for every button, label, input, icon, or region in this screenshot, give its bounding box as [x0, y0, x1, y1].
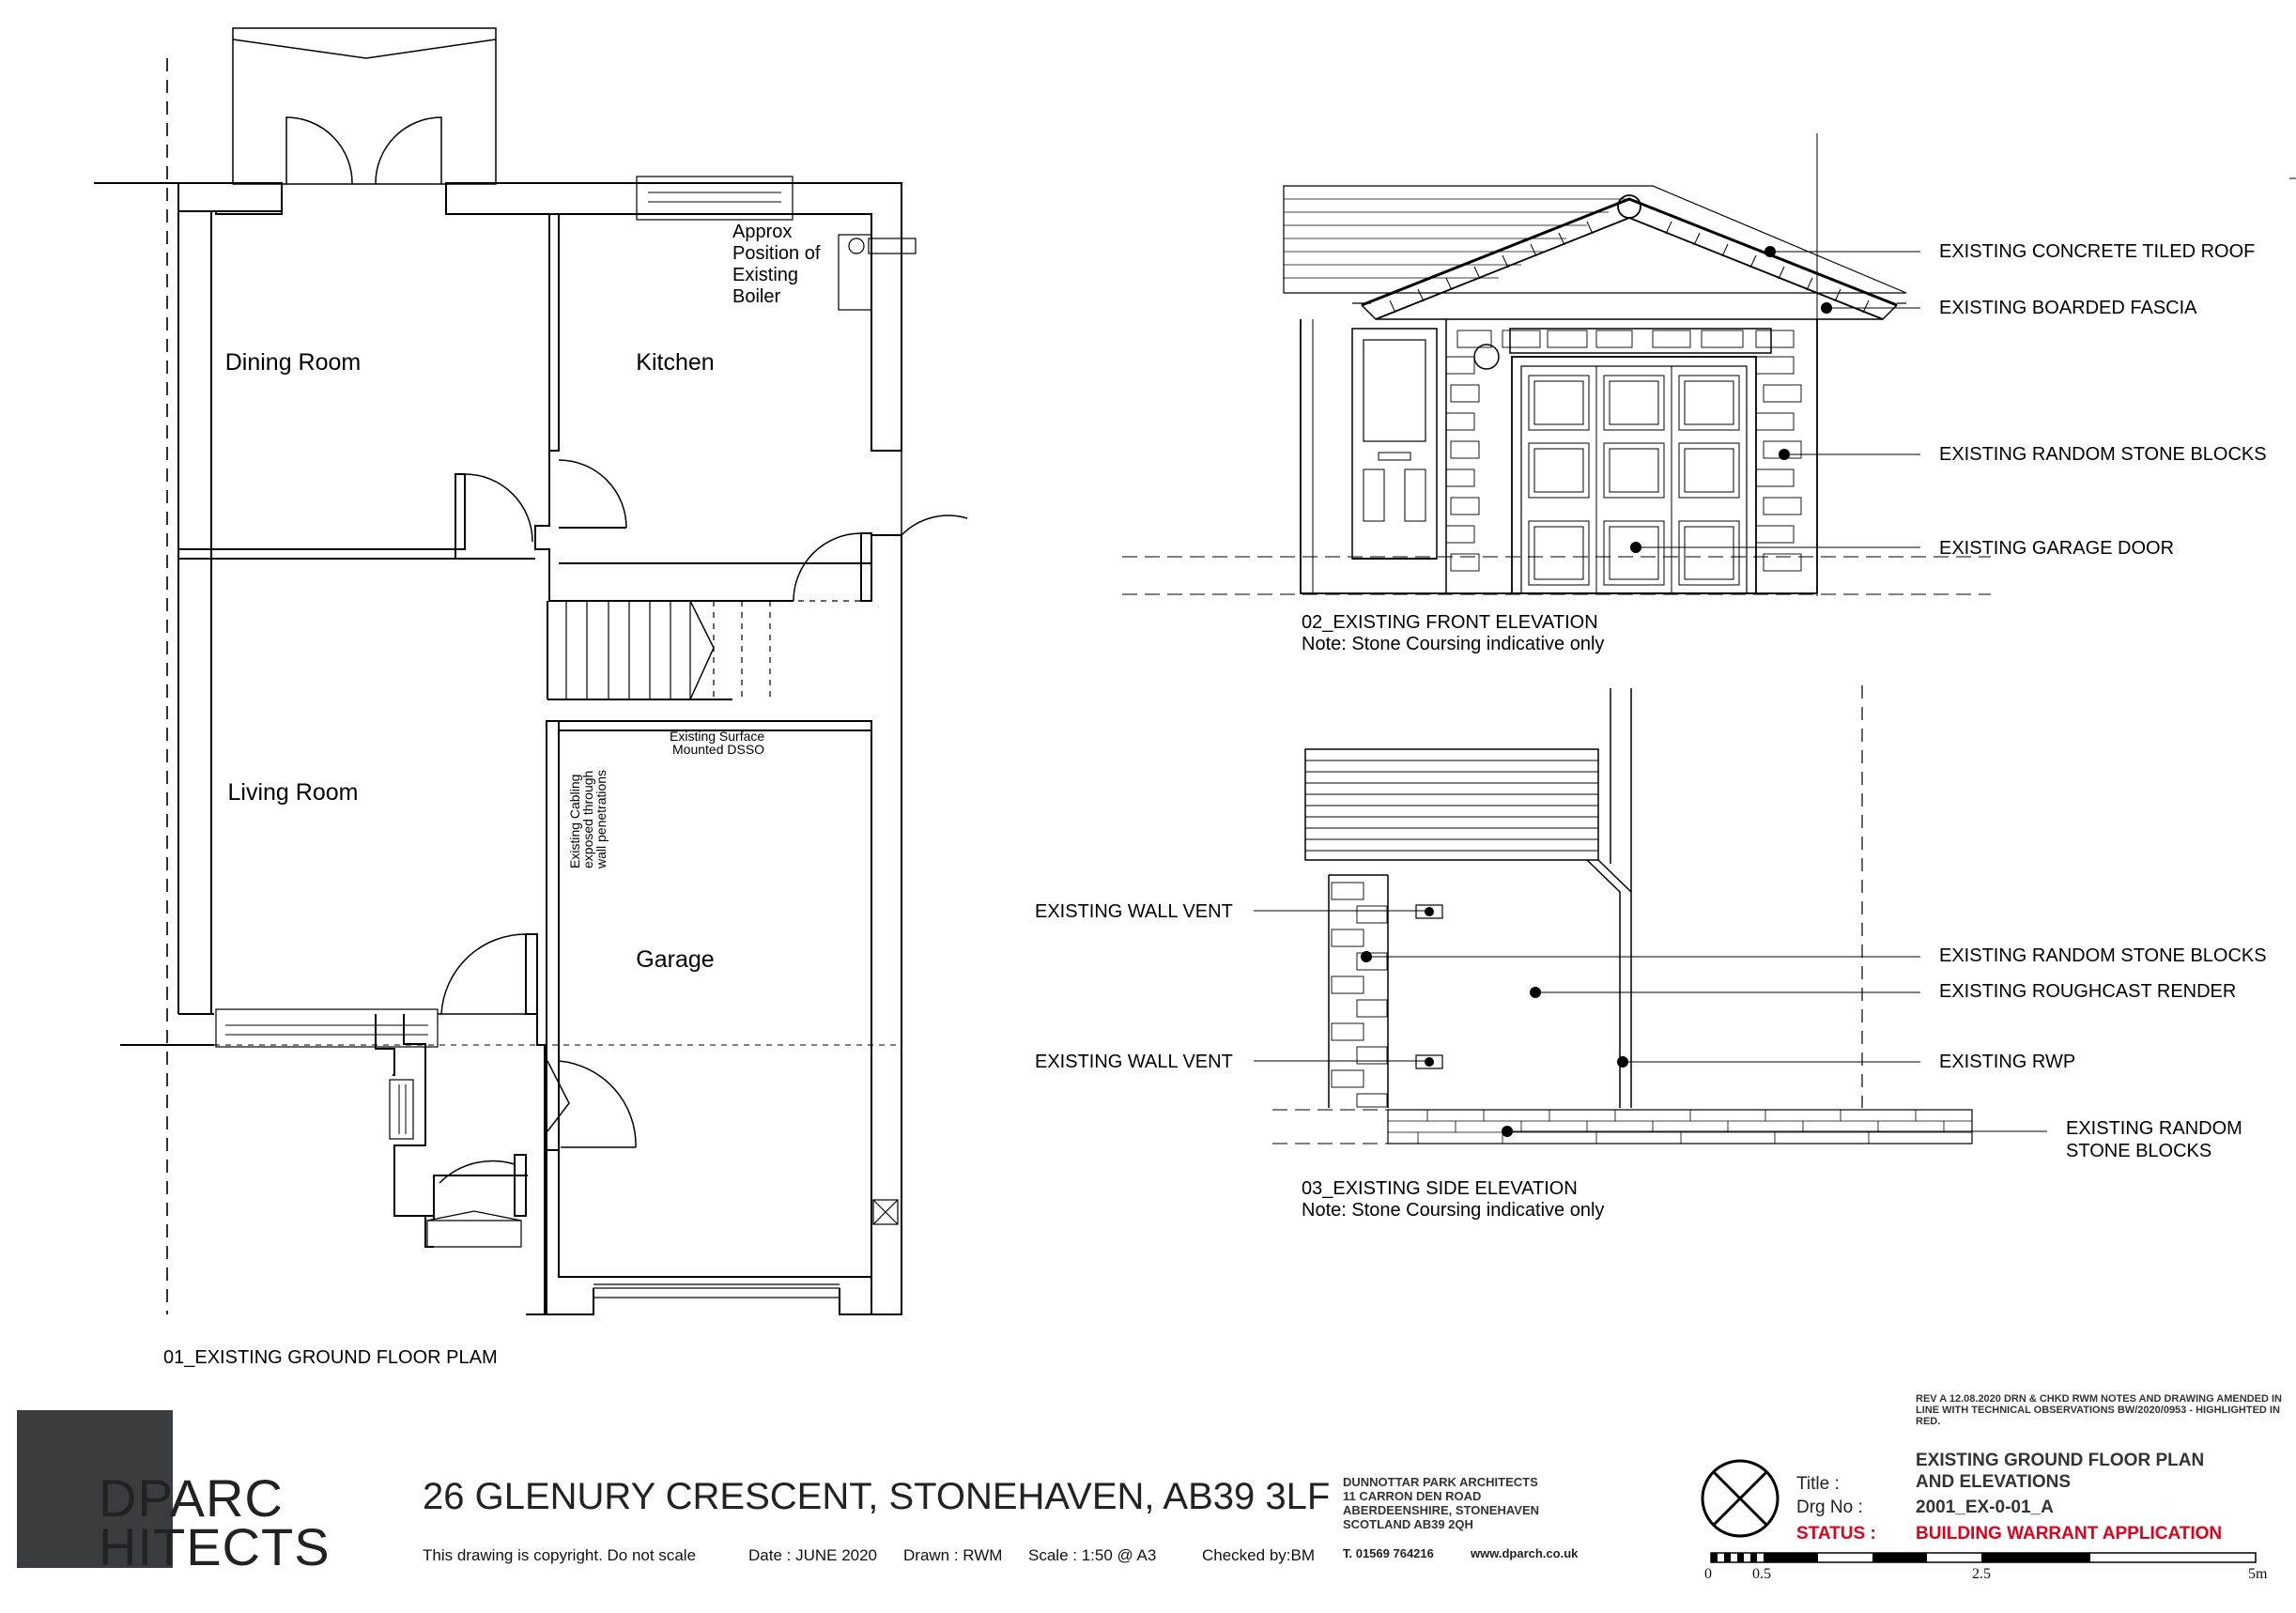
drg-no-label: Drg No :: [1796, 1498, 1863, 1517]
scale-tick-label: 0.5: [1752, 1566, 1771, 1582]
scale-field: Scale : 1:50 @ A3: [1028, 1546, 1157, 1564]
copyright-note: This drawing is copyright. Do not scale: [423, 1546, 697, 1564]
cabling-note-line: wall penetrations: [593, 769, 609, 868]
room-label-garage: Garage: [636, 946, 715, 973]
callout-base-stone: STONE BLOCKS: [2066, 1141, 2212, 1161]
status-value: BUILDING WARRANT APPLICATION: [1916, 1524, 2223, 1544]
company-address: DUNNOTTAR PARK ARCHITECTS 11 CARRON DEN ROAD ABERDEENSHIRE, STONEHAVEN SCOTLAND AB39 2QH: [1343, 1475, 1539, 1531]
room-label-dining: Dining Room: [224, 349, 362, 376]
boiler-note-line: Existing: [732, 265, 799, 285]
phone-number: T. 01569 764216: [1343, 1546, 1434, 1560]
cabling-note-line: Existing Cabling: [567, 774, 582, 868]
room-label-living: Living Room: [227, 779, 359, 806]
front-elevation-note: Note: Stone Coursing indicative only: [1302, 634, 1605, 654]
logo-text: [99, 1468, 331, 1576]
room-label-kitchen: Kitchen: [636, 349, 715, 376]
front-elevation: [1122, 133, 2296, 596]
boiler-note-line: Position of: [732, 243, 821, 264]
plan-caption: 01_EXISTING GROUND FLOOR PLAM: [163, 1347, 498, 1368]
date-field: Date : JUNE 2020: [748, 1546, 878, 1564]
status-label: STATUS :: [1796, 1524, 1876, 1544]
boiler-note-line: Boiler: [732, 286, 781, 307]
scale-tick-label: 2.5: [1972, 1566, 1991, 1582]
revision-note: REV A 12.08.2020 DRN & CHKD RWM NOTES AND DRAWING AMENDED IN LINE WITH TECHNICAL OBSERVATIONS BW/2020/0953 - HIGHLIGHTED IN RED.: [1916, 1393, 2282, 1427]
logo-line: HITECTS: [99, 1517, 331, 1576]
callout-render: EXISTING ROUGHCAST RENDER: [1939, 981, 2237, 1002]
title-label: Title :: [1796, 1474, 1840, 1494]
callout-rwp: EXISTING RWP: [1939, 1052, 2076, 1072]
callout-vent-bottom: EXISTING WALL VENT: [1035, 1052, 1233, 1072]
drawing-title-line: AND ELEVATIONS: [1916, 1472, 2072, 1492]
drawing-title-line: EXISTING GROUND FLOOR PLAN: [1916, 1451, 2205, 1470]
callout-stone: EXISTING RANDOM STONE BLOCKS: [1939, 444, 2267, 465]
drawing-title: [1916, 1450, 2204, 1493]
scale-tick-label: 5m: [2248, 1566, 2268, 1582]
callout-fascia: EXISTING BOARDED FASCIA: [1939, 298, 2197, 318]
callout-roof: EXISTING CONCRETE TILED ROOF: [1939, 241, 2256, 262]
dsso-note-line: Existing Surface: [670, 729, 765, 744]
boiler-note-line: Approx: [732, 222, 793, 242]
drawing-number: 2001_EX-0-01_A: [1916, 1498, 2054, 1517]
callout-side-stone: EXISTING RANDOM STONE BLOCKS: [1939, 945, 2267, 966]
checked-field: Checked by:BM: [1202, 1546, 1315, 1564]
callout-vent-top: EXISTING WALL VENT: [1035, 901, 1233, 922]
side-elevation-note: Note: Stone Coursing indicative only: [1302, 1200, 1605, 1221]
project-address: 26 GLENURY CRESCENT, STONEHAVEN, AB39 3LF: [423, 1476, 1331, 1517]
dsso-note-line: Mounted DSSO: [672, 742, 765, 757]
drawn-field: Drawn : RWM: [903, 1546, 1003, 1564]
side-elevation-caption: 03_EXISTING SIDE ELEVATION: [1302, 1178, 1578, 1199]
callout-base-stone: EXISTING RANDOM: [2066, 1118, 2242, 1139]
floor-plan: [94, 28, 967, 1314]
callout-garage-door: EXISTING GARAGE DOOR: [1939, 538, 2175, 559]
website-link[interactable]: www.dparch.co.uk: [1471, 1546, 1579, 1560]
front-elevation-caption: 02_EXISTING FRONT ELEVATION: [1302, 612, 1598, 633]
side-elevation: [1254, 685, 2047, 1144]
cabling-note-line: exposed through: [580, 770, 595, 868]
scale-tick-label: 0: [1704, 1566, 1712, 1582]
logo-line: DPARC: [99, 1468, 284, 1528]
